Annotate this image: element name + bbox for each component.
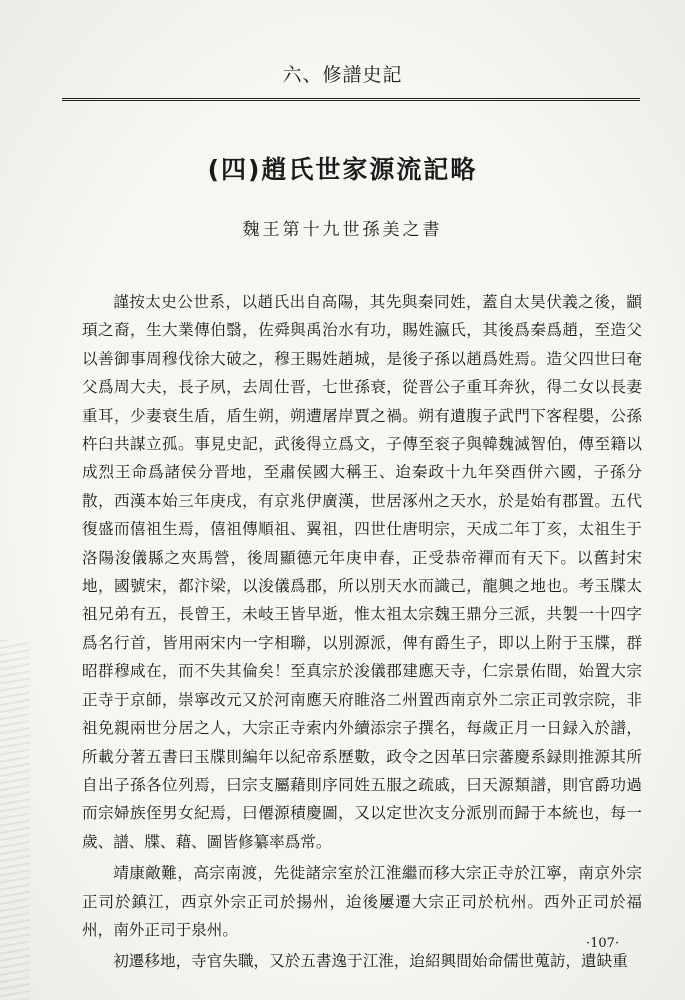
page-number: ·107·: [586, 936, 620, 951]
header-divider: [62, 98, 640, 101]
section-title: (四)趙氏世家源流記略: [207, 155, 478, 184]
paragraph-1: 謹按太史公世系，以趙氏出自高陽，其先與秦同姓，蓋自太昊伏義之後，顓頊之裔，生大業傳伯翳，佐舜與禹治水有功，賜姓瀛氏，其後爲秦爲趙，至造父以善御事周穆伐徐大破之，穆王賜姓趙城，是後子孫以趙爲姓焉。造父四世曰奄父爲周大夫，長子夙，去周仕晋，七世孫衰，從晋公子重耳奔狄，得二女以長妻重耳，少妻衰生盾，盾生朔，朔遭屠岸賈之禍。朔有遺腹子武門下客程嬰，公孫杵臼共謀立孤。事見史記，武後得立爲文，子傳至衮子與韓魏滅智伯，傳至籍以成烈王命爲諸侯分晋地，至肅侯國大稱王、迨秦政十九年癸酉併六國，子孫分散，西漢本始三年庚戌，有京兆伊廣漢，世居涿州之天水，於是始有郡置。五代復盛而僖祖生焉，僖祖傳順祖、翼祖，四世仕唐明宗，天成二年丁亥，太祖生于洛陽浚儀縣之夾馬營，後周顯德元年庚申春，正受恭帝禪而有天下。以舊封宋地，國號宋，都汴梁，以浚儀爲郡，所以別天水而識己，龍興之地也。考玉牒太祖兄弟有五，長曾王，未岐王皆早逝，惟太祖太宗魏王鼎分三派，共製一十四字爲名行首，皆用兩宋内一字相聯，以別源派，俾有爵生子，即以上附于玉牒，群昭群穆咸在，而不失其倫矣！至真宗於浚儀郡建應天寺，仁宗景佑間，始置大宗正寺于京師，崇寧改元又於河南應天府睢洛二州置西南京外二宗正司敦宗院，非祖免親兩世分居之人，大宗正寺索内外續添宗子撰名，每歲正月一日録入於譜，所載分著五書曰玉牒則編年以紀帝系歷數，政令之因革曰宗蕃慶系録則推源其所自出子孫各位列焉，曰宗支屬藉則序同姓五服之疏戚，曰天源類譜，則官爵功過而宗婦族侄男女紀焉，曰僊源積慶圖，又以定世次支分派別而歸于本統也，每一歲、譜、牒、藉、圖皆修纂率爲常。: [82, 293, 642, 851]
body-text: [82, 288, 642, 979]
author-line: 魏王第十九世孫美之書: [242, 220, 443, 240]
paragraph-2: 靖康敵難，高宗南渡，先徙諸宗室於江淮繼而移大宗正寺於江寧，南京外宗正司於鎮江，西京外宗正司於揚州，迨後屢遷大宗正司於杭州。西外正司於福州，南外正司于泉州。: [82, 864, 642, 939]
running-header-title: 六、修譜史記: [282, 64, 403, 86]
scan-edge-noise: [0, 640, 30, 1000]
paragraph-3: 初遷移地，寺官失職，又於五書逸于江淮，迨紹興間始命儒世蒐訪，遺缺重: [113, 952, 628, 971]
